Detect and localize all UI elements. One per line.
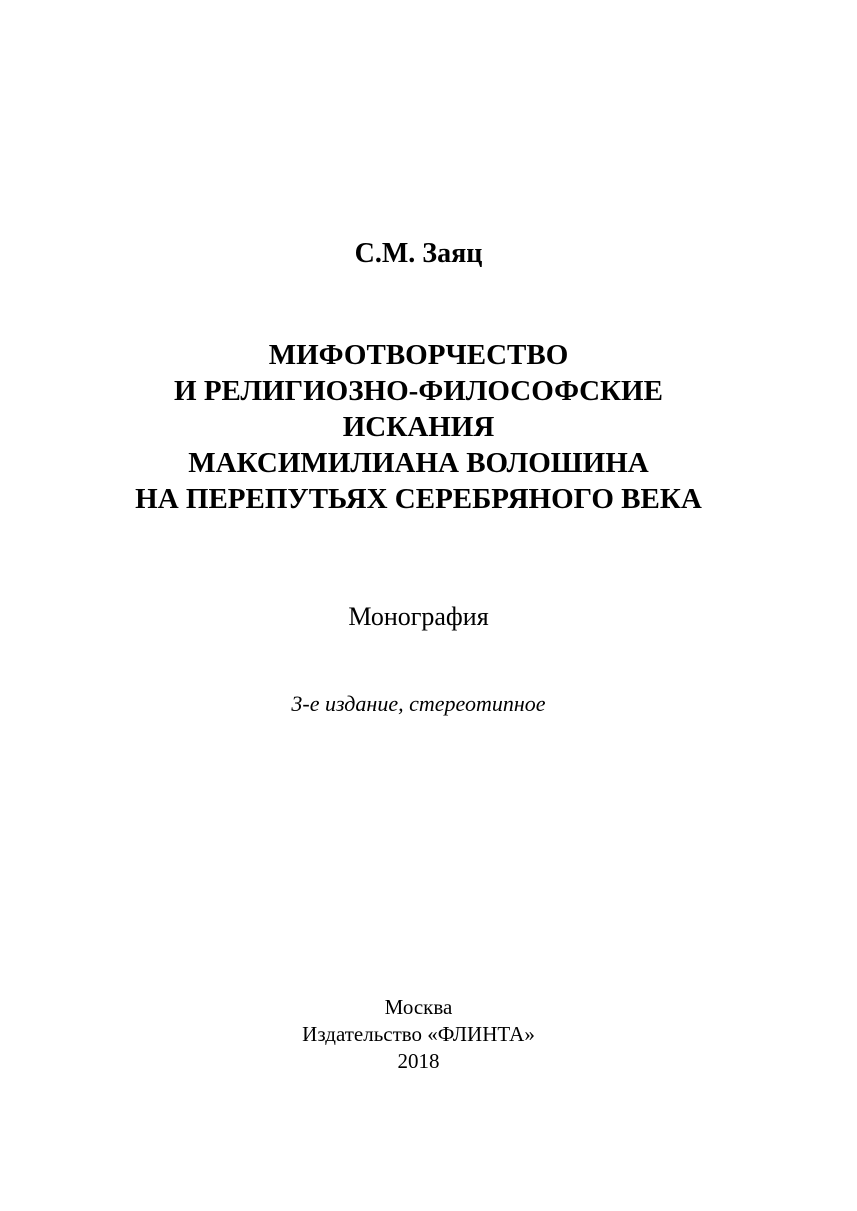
imprint [0,994,837,1075]
title-line: ИСКАНИЯ [342,411,495,443]
genre-label: Монография [348,602,489,631]
edition-note: 3-е издание, стереотипное [291,691,546,716]
imprint-year: 2018 [397,1049,440,1073]
imprint-publisher: Издательство «ФЛИНТА» [302,1022,535,1046]
title-line: НА ПЕРЕПУТЬЯХ СЕРЕБРЯНОГО ВЕКА [135,483,702,515]
imprint-city: Москва [384,995,453,1019]
title-line: МАКСИМИЛИАНА ВОЛОШИНА [188,447,649,479]
title-line: МИФОТВОРЧЕСТВО [268,339,569,371]
book-title [0,337,837,517]
title-line: И РЕЛИГИОЗНО-ФИЛОСОФСКИЕ [174,375,663,407]
author-name: С.М. Заяц [354,238,483,269]
